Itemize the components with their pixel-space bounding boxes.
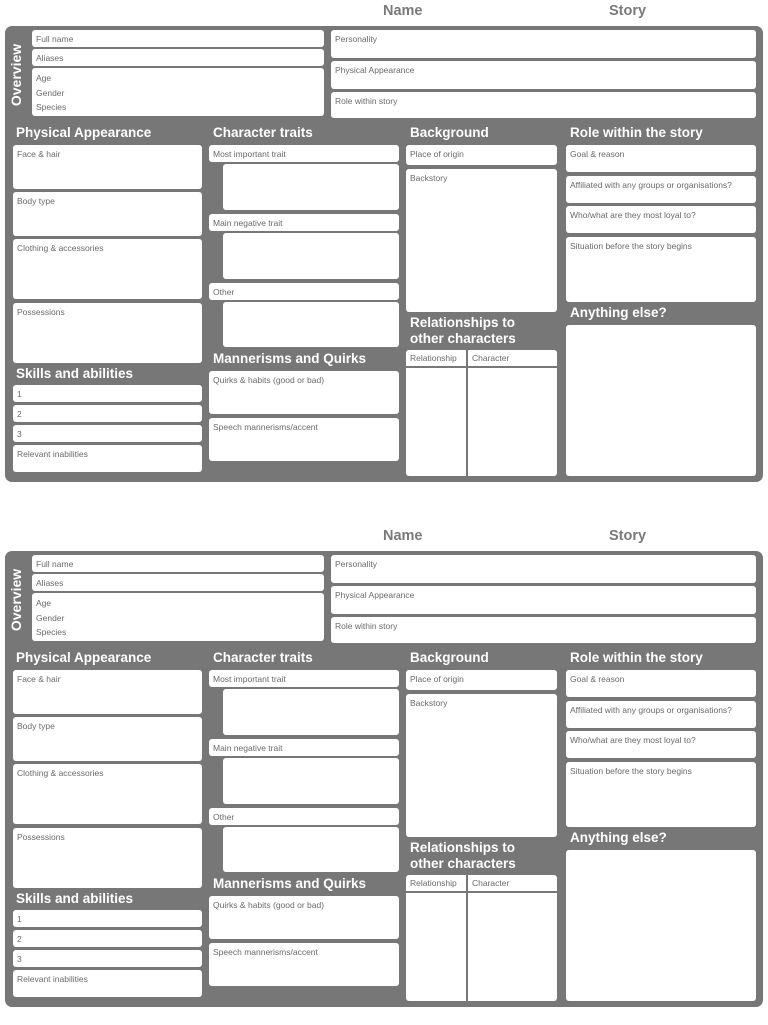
age-label: Age [36, 73, 52, 83]
main-negative-trait-label: Main negative trait [209, 214, 399, 231]
relationships-column-divider [466, 875, 468, 1001]
speech-mannerisms-field[interactable]: Speech mannerisms/accent [209, 418, 399, 461]
most-important-trait-field[interactable] [223, 689, 399, 735]
skill-1-field[interactable]: 1 [13, 910, 202, 927]
relationships-header-divider [406, 366, 557, 368]
other-trait-field[interactable] [223, 302, 399, 347]
character-sheet-2 [0, 525, 768, 1025]
age-gender-species-field[interactable] [32, 593, 324, 641]
main-negative-trait-label: Main negative trait [209, 739, 399, 756]
other-trait-label: Other [209, 808, 399, 825]
anything-else-field[interactable] [566, 850, 756, 1001]
overview-label: Overview [8, 43, 24, 107]
face-hair-field[interactable]: Face & hair [13, 145, 202, 189]
relationships-heading-line1: Relationships to [410, 315, 516, 330]
name-header: Name [383, 3, 423, 19]
anything-else-heading: Anything else? [570, 830, 667, 845]
relationships-heading-line2: other characters [410, 856, 516, 871]
clothing-accessories-field[interactable]: Clothing & accessories [13, 239, 202, 299]
character-traits-heading: Character traits [213, 650, 313, 665]
species-label: Species [36, 627, 67, 637]
character-column-header: Character [472, 878, 510, 888]
other-trait-label: Other [209, 283, 399, 300]
character-sheet-1 [0, 0, 768, 500]
anything-else-field[interactable] [566, 325, 756, 476]
relationships-table[interactable] [406, 350, 557, 476]
backstory-field[interactable]: Backstory [406, 694, 557, 837]
mannerisms-heading: Mannerisms and Quirks [213, 351, 367, 366]
character-traits-heading: Character traits [213, 125, 313, 140]
name-header: Name [383, 528, 423, 544]
role-within-story-field[interactable]: Role within story [331, 617, 756, 643]
role-within-story-field[interactable]: Role within story [331, 92, 756, 118]
anything-else-heading: Anything else? [570, 305, 667, 320]
background-heading: Background [410, 125, 489, 140]
clothing-accessories-field[interactable]: Clothing & accessories [13, 764, 202, 824]
character-card [5, 26, 763, 482]
affiliated-groups-field[interactable]: Affiliated with any groups or organisations? [566, 176, 756, 203]
role-within-story-heading: Role within the story [570, 125, 703, 140]
age-label: Age [36, 598, 52, 608]
background-heading: Background [410, 650, 489, 665]
goal-reason-field[interactable]: Goal & reason [566, 145, 756, 172]
quirks-habits-field[interactable]: Quirks & habits (good or bad) [209, 371, 399, 414]
relationships-heading-line1: Relationships to [410, 840, 516, 855]
skill-3-field[interactable]: 3 [13, 950, 202, 967]
most-loyal-field[interactable]: Who/what are they most loyal to? [566, 206, 756, 233]
face-hair-field[interactable]: Face & hair [13, 670, 202, 714]
overview-physical-appearance-field[interactable]: Physical Appearance [331, 586, 756, 614]
body-type-field[interactable]: Body type [13, 192, 202, 236]
relationships-header-divider [406, 891, 557, 893]
physical-appearance-heading: Physical Appearance [16, 125, 152, 140]
place-of-origin-field[interactable]: Place of origin [406, 670, 557, 690]
main-negative-trait-field[interactable] [223, 233, 399, 279]
possessions-field[interactable]: Possessions [13, 303, 202, 363]
character-card [5, 551, 763, 1007]
body-type-field[interactable]: Body type [13, 717, 202, 761]
skills-heading: Skills and abilities [16, 891, 134, 906]
relationships-heading [410, 840, 516, 872]
species-label: Species [36, 102, 67, 112]
goal-reason-field[interactable]: Goal & reason [566, 670, 756, 697]
mannerisms-heading: Mannerisms and Quirks [213, 876, 367, 891]
relevant-inabilities-field[interactable]: Relevant inabilities [13, 445, 202, 472]
gender-label: Gender [36, 612, 65, 623]
backstory-field[interactable]: Backstory [406, 169, 557, 312]
speech-mannerisms-field[interactable]: Speech mannerisms/accent [209, 943, 399, 986]
possessions-field[interactable]: Possessions [13, 828, 202, 888]
character-column-header: Character [472, 353, 510, 363]
relevant-inabilities-field[interactable]: Relevant inabilities [13, 970, 202, 997]
skill-2-field[interactable]: 2 [13, 930, 202, 947]
skill-1-field[interactable]: 1 [13, 385, 202, 402]
skills-heading: Skills and abilities [16, 366, 134, 381]
full-name-field[interactable]: Full name [32, 30, 324, 47]
overview-label: Overview [8, 568, 24, 632]
most-important-trait-label: Most important trait [209, 670, 399, 687]
main-negative-trait-field[interactable] [223, 758, 399, 804]
overview-physical-appearance-field[interactable]: Physical Appearance [331, 61, 756, 89]
situation-before-story-field[interactable]: Situation before the story begins [566, 762, 756, 827]
story-header: Story [609, 3, 647, 19]
quirks-habits-field[interactable]: Quirks & habits (good or bad) [209, 896, 399, 939]
personality-field[interactable]: Personality [331, 30, 756, 58]
most-important-trait-field[interactable] [223, 164, 399, 210]
relationship-column-header: Relationship [410, 353, 457, 363]
affiliated-groups-field[interactable]: Affiliated with any groups or organisations? [566, 701, 756, 728]
relationships-table[interactable] [406, 875, 557, 1001]
aliases-field[interactable]: Aliases [32, 574, 324, 591]
relationships-heading-line2: other characters [410, 331, 516, 346]
physical-appearance-heading: Physical Appearance [16, 650, 152, 665]
role-within-story-heading: Role within the story [570, 650, 703, 665]
relationships-column-divider [466, 350, 468, 476]
most-important-trait-label: Most important trait [209, 145, 399, 162]
skill-2-field[interactable]: 2 [13, 405, 202, 422]
place-of-origin-field[interactable]: Place of origin [406, 145, 557, 165]
gender-label: Gender [36, 87, 65, 98]
aliases-field[interactable]: Aliases [32, 49, 324, 66]
personality-field[interactable]: Personality [331, 555, 756, 583]
other-trait-field[interactable] [223, 827, 399, 872]
relationship-column-header: Relationship [410, 878, 457, 888]
most-loyal-field[interactable]: Who/what are they most loyal to? [566, 731, 756, 758]
story-header: Story [609, 528, 647, 544]
situation-before-story-field[interactable]: Situation before the story begins [566, 237, 756, 302]
relationships-heading [410, 315, 516, 347]
skill-3-field[interactable]: 3 [13, 425, 202, 442]
full-name-field[interactable]: Full name [32, 555, 324, 572]
age-gender-species-field[interactable] [32, 68, 324, 116]
